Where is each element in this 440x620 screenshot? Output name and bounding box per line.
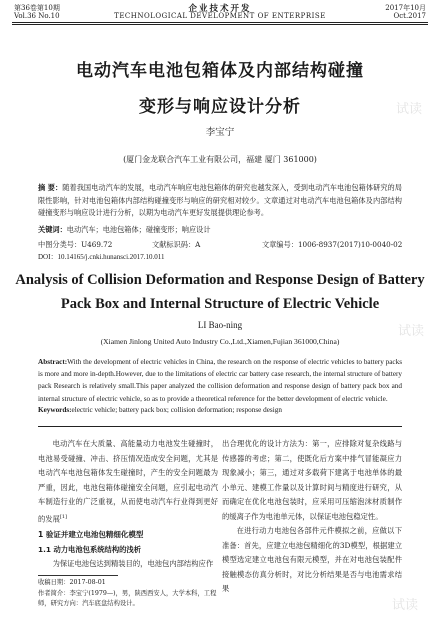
abstract-cn [38, 182, 402, 220]
document-code: 文献标识码：A [152, 240, 201, 249]
affiliation-cn: (厦门金龙联合汽车工业有限公司，福建 厦门 361000) [123, 155, 317, 164]
author-en: LI Bao-ning [197, 320, 243, 330]
author-bio: 作者简介：李宝宁(1979—)，男，陕西西安人，大学本科，工程师，研究方向：汽车底盘结构设计。 [38, 590, 217, 607]
volume-issue-cn: 第36卷第10期 [14, 4, 60, 12]
intro-paragraph [38, 437, 218, 526]
footnote-rule [38, 575, 118, 576]
issue-date-cn: 2017年10月 [385, 4, 426, 12]
affiliation-en: (Xiamen Jinlong United Auto Industry Co.,Ltd.,Xiamen,Fujian 361000,China) [100, 337, 340, 346]
article-title-cn-line1: 电动汽车电池包箱体及内部结构碰撞 [76, 61, 364, 81]
article-title-en-line2: Pack Box and Internal Structure of Electric Vehicle [60, 296, 380, 312]
article-title-cn-line2: 变形与响应设计分析 [139, 97, 301, 117]
article-title-en-line1: Analysis of Collision Deformation and Response Design of Battery [15, 272, 425, 288]
abstract-cn-label: 摘 要： [38, 183, 63, 192]
section-heading-1: 1 验证并建立电池包精细化模型 [38, 530, 144, 540]
journal-name-cn: 企业技术开发 [188, 4, 252, 14]
keywords-cn-text: 电动汽车；电池包箱体；碰撞变形；响应设计 [66, 225, 211, 234]
header-rule [12, 22, 428, 23]
volume-issue-en: Vol.36 No.10 [14, 12, 60, 20]
keywords-en-label: Keywords: [38, 406, 72, 414]
watermark: 试读 [398, 324, 425, 339]
keywords-cn [38, 225, 402, 235]
abstract-en [38, 356, 402, 405]
doi: DOI：10.14165/j.cnki.hunansci.2017.10.011 [38, 253, 165, 261]
abstract-en-text: With the development of electric vehicles in China, the research on the response of electric vehicles to battery packs is more and more in-depth.However, due to the limitations of electric car battery case research, the internal structure of battery pack Research is relatively small.This paper analyzed the collision deformation and response design of battery pack box and internal structure of electric vehicle, so as to provide a theoretical reference for the better development of electric vehicle. [38, 358, 402, 403]
keywords-cn-label: 关键词： [38, 225, 67, 234]
running-header [0, 0, 440, 22]
right-paragraph-2: 在进行动力电池包各部件元件模拟之前，应做以下准备：首先，应建立电池包精细化的3D模型，根据建立模型选定建立电池包有限元模型，并在对电池包装配件接触模态仿真分析时，对比分析结果是否与电池需求结果 [222, 526, 402, 593]
intro-text: 电动汽车在大质量、高能量动力电池发生碰撞时，电池易受碰撞、冲击、挤压情况造成安全问题，尤其是电动汽车电池包箱体发生碰撞时，产生的安全问题最为严重，因此，电池包箱体碰撞安全问题，应引起电动汽车制造行业的广泛重视，从而使电动汽车行业得到更好的发展 [38, 439, 218, 523]
section-1-1-paragraph: 为保证电池包达到精装目的，电池包内部结构应作 [52, 559, 214, 569]
section-heading-1-1: 1.1 动力电池包系统结构的浅析 [38, 544, 142, 554]
clc-number: 中图分类号：U469.72 [38, 240, 113, 249]
abstract-cn-text: 随着我国电动汽车的发展，电动汽车响应电池包箱体的研究也越发深入，受到电动汽车电池包箱体研究的局限性影响，针对电池包箱体内部结构碰撞变形与响应的研究相对较少。文章通过对电动汽车电池包箱体及内部结构碰撞变形与响应设计进行分析，以期为电动汽车更好发展提供理论参考。 [38, 183, 402, 217]
article-number: 文章编号：1006-8937(2017)10-0040-02 [262, 240, 403, 249]
author-cn: 李宝宁 [205, 127, 235, 138]
journal-name-en: TECHNOLOGICAL DEVELOPMENT OF ENTERPRISE [114, 12, 326, 20]
body-left-column [38, 437, 218, 572]
right-paragraph-1: 出合理优化的设计方法为：第一，应排除对复杂线路与传感器的考虑；第二，使既化后方案中排气冒能凝应力现象减小；第三，通过对多载荷下建离于电池单体的最小单元、建模工作量以及计算时间与精度进行研究，从而确定在优化电池包装时，应采用可压缩泡沫材质制作的缓离子作为电池单元体，以保证电池包稳定性。 [222, 439, 402, 521]
keywords-en-text: electric vehicle; battery pack box; collision deformation; response design [71, 406, 282, 414]
body-right-column [222, 437, 402, 597]
watermark: 试读 [392, 598, 419, 613]
received-date: 收稿日期：2017-08-01 [38, 579, 106, 586]
abstract-divider [38, 426, 402, 427]
header-rule-thin [12, 24, 428, 25]
issue-date-en: Oct.2017 [393, 12, 426, 20]
abstract-en-label: Abstract: [38, 358, 68, 366]
intro-reference: [1] [59, 513, 67, 520]
watermark: 试读 [396, 102, 423, 117]
keywords-en [38, 406, 402, 414]
